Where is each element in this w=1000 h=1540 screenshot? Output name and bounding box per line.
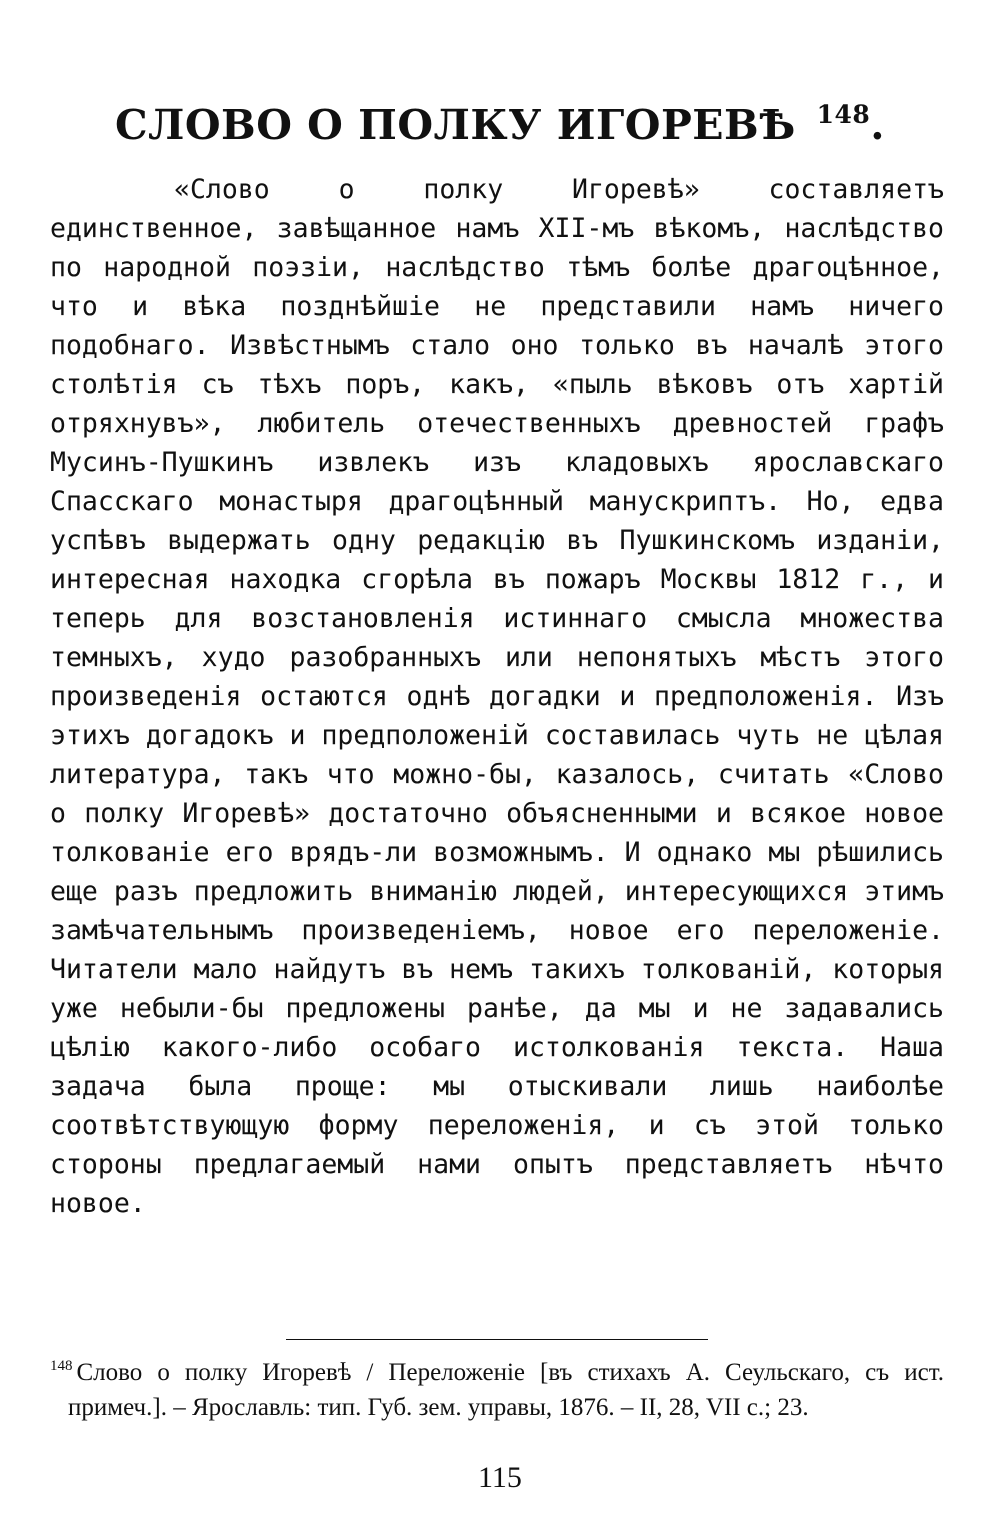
- footnote-divider: [286, 1339, 708, 1340]
- body-paragraph: «Слово о полку Игоревѣ» составляетъ единственное, завѣщанное намъ XII-мъ вѣкомъ, наслѣдство по народной поэзіи, наслѣдство тѣмъ болѣе драгоцѣнное, что и вѣка позднѣйшіе не представили намъ ничего подобнаго. Извѣстнымъ стало оно только въ началѣ этого столѣтія съ тѣхъ поръ, какъ, «пыль вѣковъ отъ хартій отряхнувъ», любитель отечественныхъ древностей графъ Мусинъ-Пушкинъ извлекъ изъ кладовыхъ ярославскаго Спасскаго монастыря драгоцѣнный манускриптъ. Но, едва успѣвъ выдержать одну редакцію въ Пушкинскомъ изданіи, интересная находка сгорѣла въ пожаръ Москвы 1812 г., и теперь для возстановленія истиннаго смысла множества темныхъ, худо разобранныхъ или непонятыхъ мѣстъ этого произведенія остаются однѣ догадки и предположенія. Изъ этихъ догадокъ и предположеній составилась чуть не цѣлая литература, такъ что можно-бы, казалось, считать «Слово о полку Игоревѣ» достаточно объясненными и всякое новое толкованіе его врядъ-ли возможнымъ. И однако мы рѣшились еще разъ предложить вниманію людей, интересующихся этимъ замѣчательнымъ произведеніемъ, новое его переложеніе. Читатели мало найдутъ въ немъ такихъ толкованій, которыя уже небыли-бы предложены ранѣе, да мы и не задавались цѣлію какого-либо особаго истолкованія текста. Наша задача была проще: мы отыскивали лишь наиболѣе соотвѣтствующую форму переложенія, и съ этой только стороны предлагаемый нами опытъ представляетъ нѣчто новое.: [50, 174, 944, 1219]
- page-title: [0, 101, 1000, 149]
- title-text: СЛОВО О ПОЛКУ ИГОРЕВѢ: [114, 101, 796, 150]
- title-period: .: [870, 101, 886, 150]
- footnote-number: 148: [50, 1358, 73, 1374]
- footnote: [50, 1357, 944, 1424]
- footnote-reference[interactable]: 148: [816, 100, 871, 130]
- footnote-text: Слово о полку Игоревѣ / Переложеніе [въ стихахъ А. Сеульскаго, съ ист. примеч.]. – Ярославль: тип. Губ. зем. управы, 1876. – II, 28, VII с.; 23.: [68, 1359, 944, 1421]
- page-number: 115: [478, 1461, 522, 1494]
